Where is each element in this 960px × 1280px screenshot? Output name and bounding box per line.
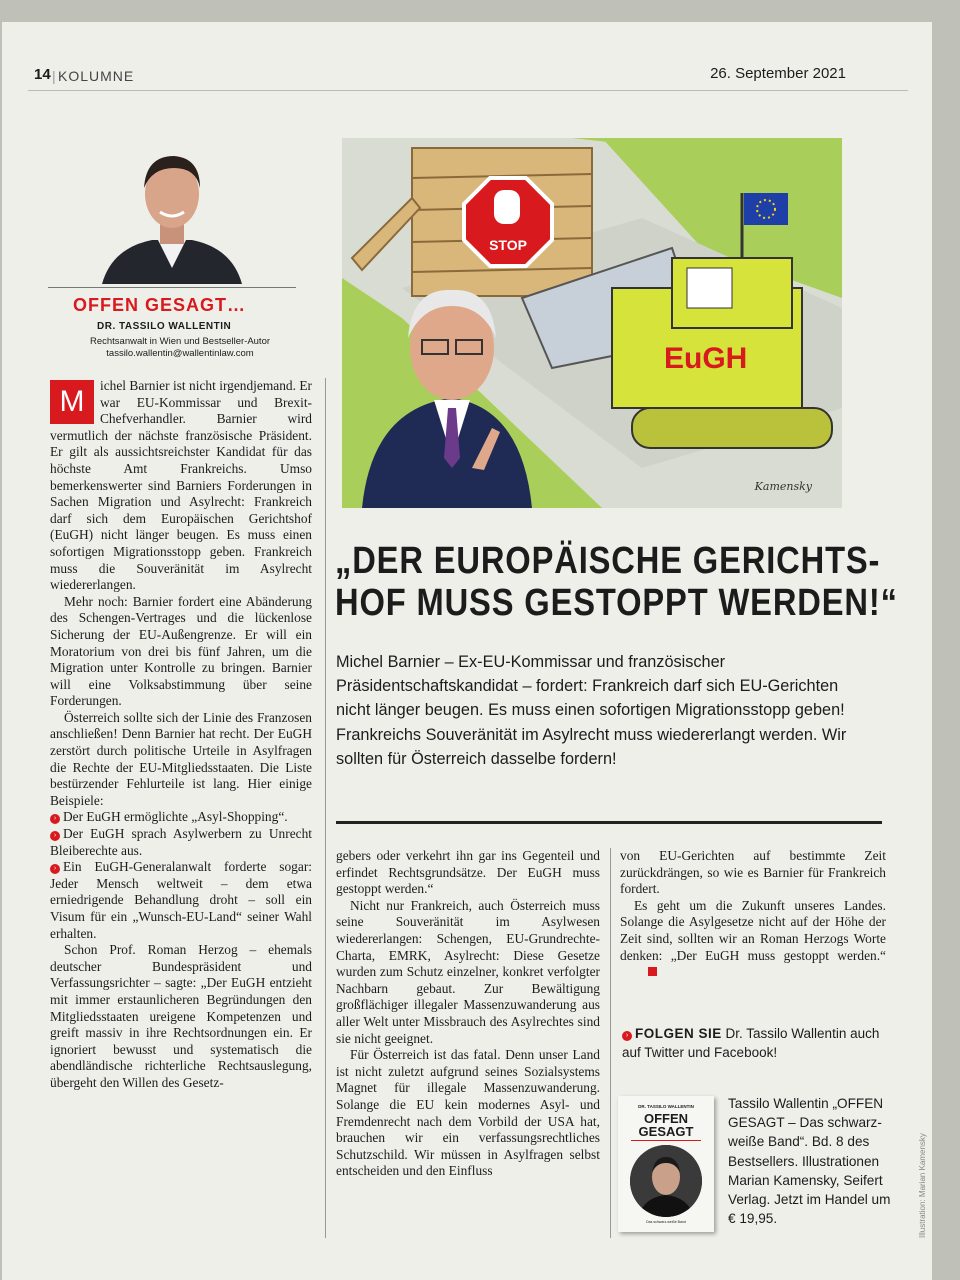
paragraph: Österreich sollte sich der Linie des Franzosen anschließen! Denn Barnier hat recht. Der EuGH zerstört durch politische Urteile in Asylfragen die Rechte der EU-Mitgliedsstaaten. Die Liste bestürzender Fehlurteile ist lang. Hier einige Beispiele: — [50, 709, 312, 808]
author-name: DR. TASSILO WALLENTIN — [97, 321, 232, 332]
article-lead: Michel Barnier – Ex-EU-Kommissar und französischer Präsidentschaftskandidat – fordert: Frankreich darf sich EU-Gerichten nicht länger beugen. Es muss einen sofortigen Migrationsstopp geben! Frankreichs Souveränität im Asylrecht muss wiedererlangt werden. Wir sollten für Österreich dasselbe fordern! — [336, 653, 847, 768]
book-cover-photo — [630, 1145, 702, 1217]
author-photo — [92, 148, 252, 284]
book-cover-subtitle: Das schwarz-weiße Band — [646, 1220, 686, 1224]
bullet-arrow-icon: › — [622, 1031, 632, 1041]
article-column-2 — [336, 848, 600, 1180]
illustration-credit: Illustration: Marian Kamensky — [918, 1133, 927, 1238]
end-mark — [648, 967, 657, 976]
paragraph: Mehr noch: Barnier fordert eine Abänderung des Schengen-Vertrages und die lückenlose Sicherung der EU-Außengrenze. Er will ein Moratorium von drei bis fünf Jahren, um die Migration unter Kontrolle zu bringen. Barnier will eine Volksabstimmung über seine Forderungen. — [50, 593, 312, 709]
drop-cap: M — [50, 380, 94, 424]
header-separator: | — [52, 68, 56, 84]
bullet-item: › Der EuGH sprach Asylwerbern zu Unrecht Bleiberechte aus. — [50, 826, 312, 858]
section-name: KOLUMNE — [58, 68, 135, 84]
stop-sign-text: STOP — [489, 237, 527, 253]
paragraph: M ichel Barnier ist nicht irgendjemand. Er war EU-Kommissar und Brexit-Chefverhandler. Barnier wird vermutlich der nächste französische Präsident. Er gilt als aussichtsreichster Kandidat für das höchste Amt Frankreichs. Umso bemerkenswerter sind Barniers Forderungen in Sachen Migration und Asylrecht: Frankreich darf sich dem Europäischen Gerichtshof (EuGH) nicht länger beugen. Es muss einen sofortigen Migrationsstopp geben. Frankreich muss die Souveränität im Asylrecht wiedererlangen. — [50, 378, 312, 593]
book-cover-rule — [631, 1140, 701, 1141]
book-cover-title-2: GESAGT — [638, 1124, 694, 1139]
lead-divider — [336, 821, 882, 824]
paragraph: Nicht nur Frankreich, auch Österreich muss seine Souveränität im Asylwesen wiedererlangen: Schengen, EU-Grundrechte-Charta, EMRK, Asylrecht: Diese Gesetze wurden zum Schutz einzelner, konkret verfolgter Nachbarn gebaut. Zur Bewältigung großflächiger illegaler Massenzuwanderung aus aller Welt unter Missbrauch des Asylrechtes sind sie nicht geeignet. — [336, 897, 600, 1046]
paragraph: Schon Prof. Roman Herzog – ehemals deutscher Bundespräsident und Verfassungsrichter – sagte: „Der EuGH entzieht mit immer erstaunlicheren Begründungen den Mitgliedsstaaten ureigene Kompetenzen und greift massiv in ihre Rechtsordnungen ein. Er ignoriert bewusst und systematisch die abendländische richterliche Rechtsauslegung, übergeht den Willen des Gesetz- — [50, 942, 312, 1090]
column-divider — [325, 378, 326, 1238]
bulldozer-label: EuGH — [664, 342, 748, 375]
bullet-arrow-icon: › — [50, 864, 60, 874]
page-number: 14 — [34, 66, 51, 83]
book-cover-author: DR. TASSILO WALLENTIN — [638, 1104, 694, 1109]
artist-signature: Kamensky — [754, 480, 812, 493]
article-column-1 — [50, 378, 312, 1092]
headline-line-2: HOF MUSS GESTOPPT WERDEN!“ — [335, 582, 898, 624]
book-info: Tassilo Wallentin „OFFEN GESAGT – Das schwarz-weiße Band“. Bd. 8 des Bestsellers. Illustrationen Marian Kamensky, Seifert Verlag. Jetzt im Handel um € 19,95. — [728, 1096, 891, 1227]
author-role — [60, 336, 300, 360]
stop-sign — [464, 178, 552, 266]
column-divider — [610, 848, 611, 1238]
page-header — [28, 60, 908, 91]
article-column-3 — [620, 848, 886, 981]
article-headline — [335, 540, 898, 624]
follow-label: FOLGEN SIE — [635, 1026, 722, 1041]
book-cover — [618, 1096, 714, 1232]
author-role-text: Rechtsanwalt in Wien und Bestseller-Autor — [89, 336, 271, 347]
bullet-arrow-icon: › — [50, 814, 60, 824]
follow-text: Dr. Tassilo Wallentin auch auf Twitter und Facebook! — [622, 1026, 880, 1060]
headline-line-1: „DER EUROPÄISCHE GERICHTS- — [335, 540, 881, 582]
column-title: OFFEN GESAGT… — [73, 295, 247, 315]
bullet-item: › Ein EuGH-Generalanwalt forderte sogar: Jeder Mensch weltweit – dem etwa erniedrigende Behandlung droht – soll ein Visum für ein „Wunsch-EU-Land“ seiner Wahl erhalten. — [50, 859, 312, 941]
bullet-item: › Der EuGH ermöglichte „Asyl-Shopping“. — [50, 809, 312, 826]
bullet-arrow-icon: › — [50, 831, 60, 841]
paragraph: gebers oder verkehrt ihn gar ins Gegenteil und erfindet Rechtsgrundsätze. Der EuGH muss gestoppt werden.“ — [336, 848, 600, 897]
cartoon-illustration — [342, 138, 842, 508]
follow-box — [622, 1024, 892, 1062]
paragraph: Für Österreich ist das fatal. Denn unser Land ist nicht zuletzt aufgrund seines Sozialsystems Magnet für illegale Massenzuwanderung. Solange die EU kein modernes Asyl- und Fremdenrecht nach dem Vorbild der USA hat, brauchen wir ein verfassungsrechtliches Schutzschild. Wir müssen in Asylfragen selbst entscheiden und den Einfluss — [336, 1047, 600, 1179]
author-rule — [48, 287, 296, 288]
paragraph: von EU-Gerichten auf bestimmte Zeit zurückdrängen, so wie es Barnier für Frankreich fordert. — [620, 848, 886, 897]
paragraph: Es geht um die Zukunft unseres Landes. Solange die Asylgesetze nicht auf der Höhe der Zeit sind, sollten wir an Roman Herzogs Worte denken: „Der EuGH muss gestoppt werden.“ — [620, 898, 886, 981]
issue-date: 26. September 2021 — [710, 65, 846, 82]
author-email: tassilo.wallentin@wallentinlaw.com — [106, 348, 254, 359]
book-cover-title-1: OFFEN — [643, 1111, 689, 1126]
